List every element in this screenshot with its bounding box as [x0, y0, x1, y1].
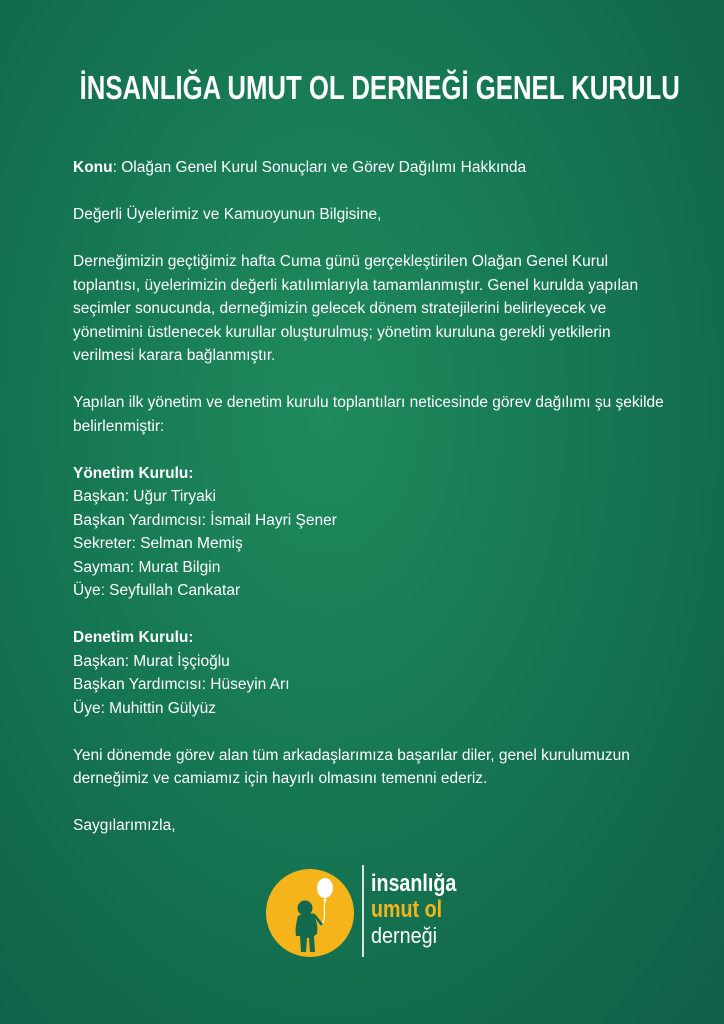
salutation: Değerli Üyelerimiz ve Kamuoyunun Bilgisine,: [73, 206, 382, 223]
logo-line-3: derneği: [371, 923, 438, 948]
association-logo: [265, 865, 465, 957]
letter-body: [73, 156, 673, 838]
audit-board-member: Başkan Yardımcısı: Hüseyin Arı: [73, 676, 290, 693]
logo-divider: [362, 865, 364, 957]
audit-board-member: Başkan: Murat İşçioğlu: [73, 652, 230, 670]
subject-label: Konu: [73, 159, 113, 176]
management-board-heading: Yönetim Kurulu:: [73, 464, 194, 482]
logo-line-1: insanlığa: [371, 870, 457, 897]
management-board-member: Başkan: Uğur Tiryaki: [73, 488, 216, 505]
signoff: Saygılarımızla,: [73, 817, 176, 834]
logo-line-2: umut ol: [371, 896, 443, 923]
subject-text: : Olağan Genel Kurul Sonuçları ve Görev Dağılımı Hakkında: [112, 159, 527, 176]
closing-paragraph: Yeni dönemde görev alan tüm arkadaşlarımıza başarılar diler, genel kurulumuzun derneğimiz ve camiamız için hayırlı olmasını temenni ederiz.: [73, 746, 630, 787]
audit-board-member: Üye: Muhittin Gülyüz: [73, 699, 216, 717]
paragraph-results: Derneğimizin geçtiğimiz hafta Cuma günü gerçekleştirilen Olağan Genel Kurul toplantısı, üyelerimizin değerli katılımlarıyla tamamlanmıştır. Genel kurulda yapılan seçimler sonucunda, derneğimizin gelecek dönem stratejilerini belirleyecek ve yönetimini üstlenecek kurullar oluşturulmuş; yönetim kuruluna gerekli yetkilerin verilmesi karara bağlanmıştır.: [73, 253, 639, 364]
management-board-member: Başkan Yardımcısı: İsmail Hayri Şener: [73, 511, 337, 529]
management-board-member: Sekreter: Selman Memiş: [73, 535, 243, 552]
subject-line: [73, 156, 673, 180]
paragraph-distribution: Yapılan ilk yönetim ve denetim kurulu toplantıları neticesinde görev dağılımı şu şekilde belirlenmiştir:: [73, 394, 664, 435]
management-board-member: Üye: Seyfullah Cankatar: [73, 582, 241, 599]
audit-board-heading: Denetim Kurulu:: [73, 629, 194, 646]
page-title: İNSANLIĞA UMUT OL DERNEĞİ GENEL KURULU: [79, 69, 680, 106]
child-with-balloon-icon: [265, 868, 355, 958]
logo-wordmark: [371, 871, 475, 949]
management-board-member: Sayman: Murat Bilgin: [73, 558, 221, 576]
